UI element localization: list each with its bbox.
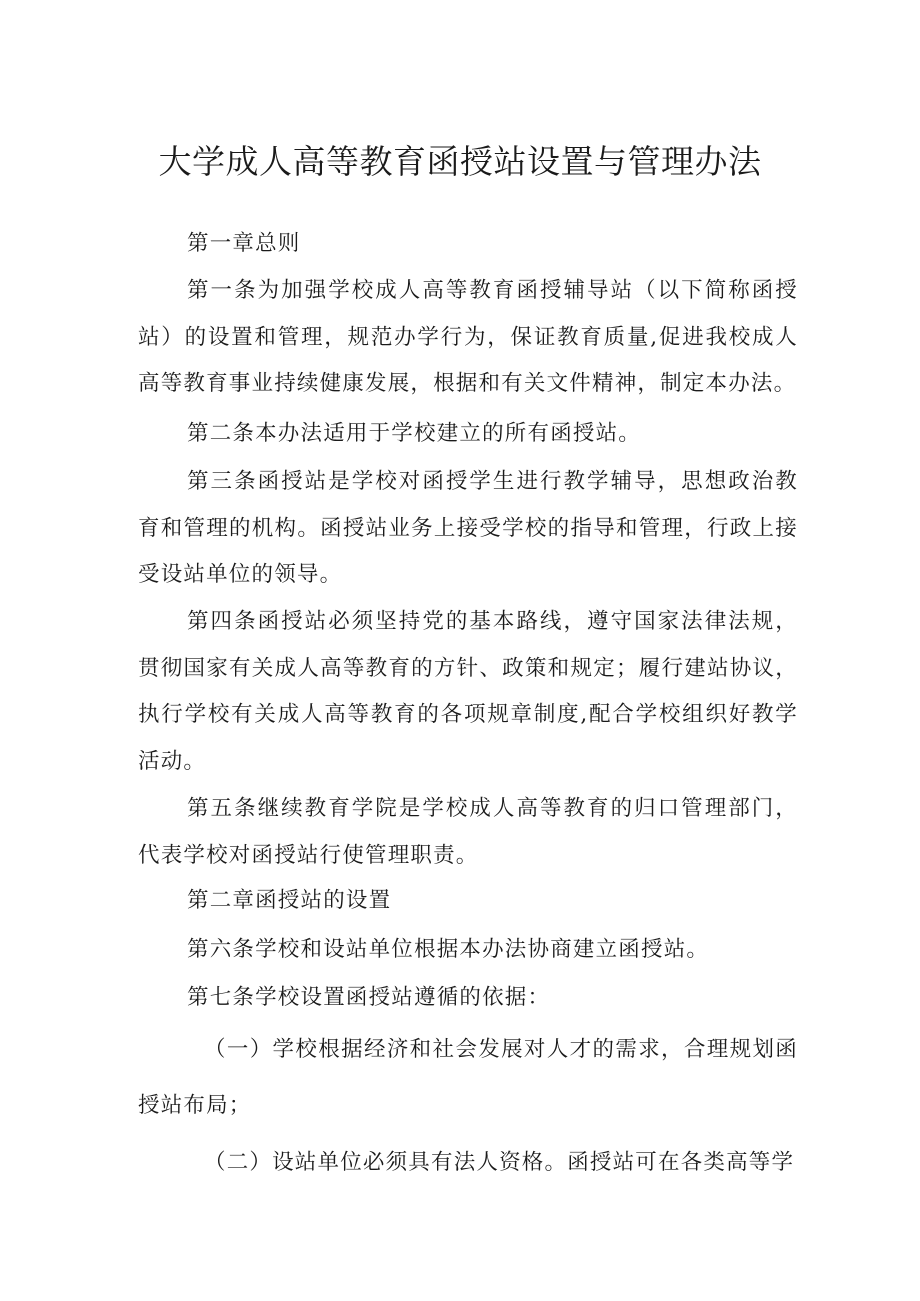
article-paragraph: 第六条学校和设站单位根据本办法协商建立函授站。: [187, 937, 710, 962]
article-paragraph: 第七条学校设置函授站遵循的依据：: [187, 985, 551, 1010]
article-paragraph: 第五条继续教育学院是学校成人高等教育的归口管理部门，代表学校对函授站行使管理职责。: [138, 796, 798, 868]
document-title: 大学成人高等教育函授站设置与管理办法: [158, 142, 762, 181]
article-paragraph: 第二条本办法适用于学校建立的所有函授站。: [187, 421, 642, 446]
article-paragraph: 第一条为加强学校成人高等教育函授辅导站（以下简称函授站）的设置和管理，规范办学行为，保证教育质量,促进我校成人高等教育事业持续健康发展，根据和有关文件精神，制定本办法。: [138, 278, 798, 396]
chapter-heading: 第二章函授站的设置: [187, 888, 392, 913]
list-item-paragraph: （二）设站单位必须具有法人资格。函授站可在各类高等学: [204, 1150, 795, 1175]
chapter-heading: 第一章总则: [187, 231, 301, 256]
article-paragraph: 第三条函授站是学校对函授学生进行教学辅导，思想政治教育和管理的机构。函授站业务上接受学校的指导和管理，行政上接受设站单位的领导。: [138, 469, 798, 587]
article-paragraph: 第四条函授站必须坚持党的基本路线，遵守国家法律法规，贯彻国家有关成人高等教育的方针、政策和规定；履行建站协议，执行学校有关成人高等教育的各项规章制度,配合学校组织好教学活动。: [138, 609, 798, 774]
list-item-paragraph: （一）学校根据经济和社会发展对人才的需求，合理规划函授站布局；: [138, 1037, 798, 1118]
